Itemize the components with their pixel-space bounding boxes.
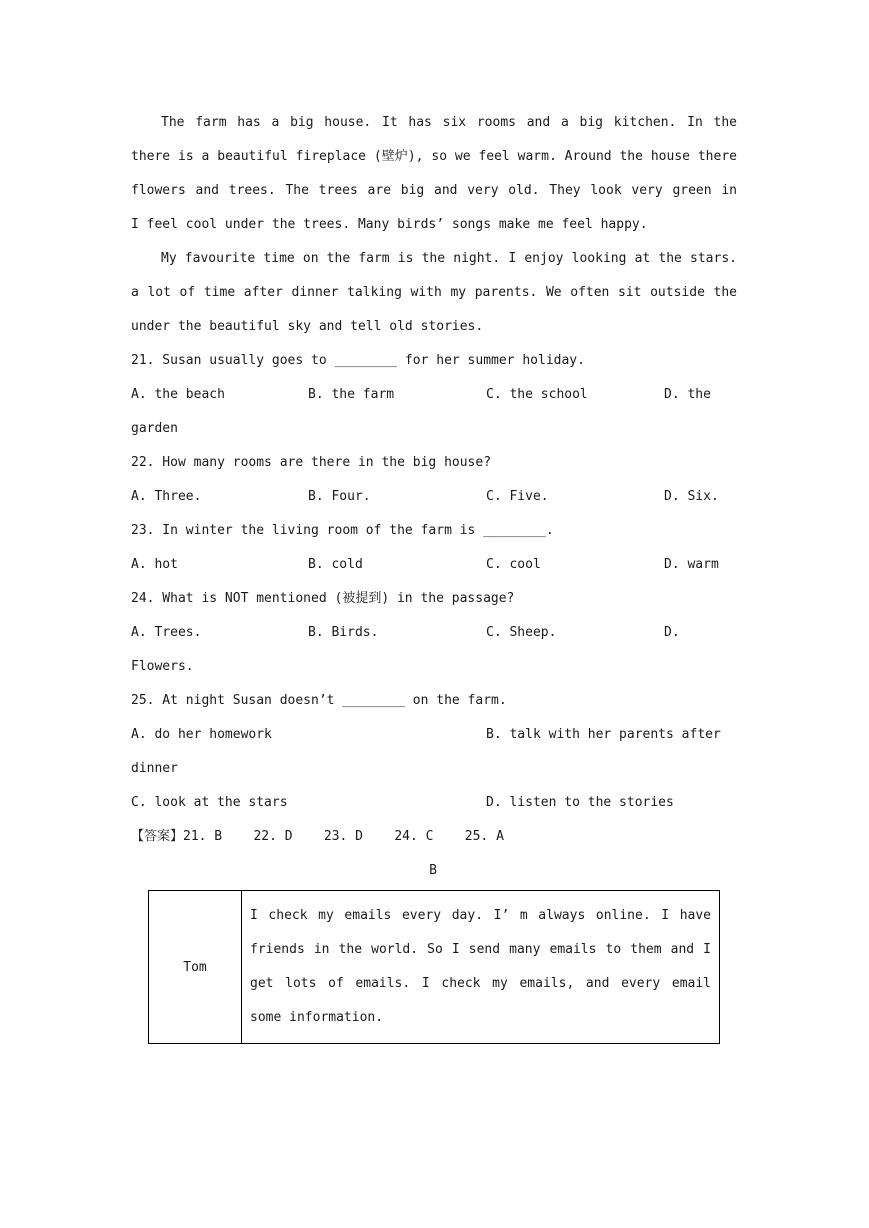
option-d: D. warm <box>664 557 719 572</box>
description-line: get lots of emails. I check my emails, and every email <box>250 976 711 991</box>
answer-key: 【答案】21. B 22. D 23. D 24. C 25. A <box>131 829 504 844</box>
option-c: C. look at the stars <box>131 795 288 810</box>
option-d: D. Six. <box>664 489 719 504</box>
option-d: D. the <box>664 387 711 402</box>
option-d: D. listen to the stories <box>486 795 674 810</box>
section-b-title: B <box>429 863 437 878</box>
option-c: C. cool <box>486 557 541 572</box>
options-row <box>131 616 737 650</box>
question-22 <box>131 446 737 514</box>
question-stem: 21. Susan usually goes to ________ for her summer holiday. <box>131 353 585 368</box>
option-b: B. the farm <box>308 387 395 402</box>
passage-line: My favourite time on the farm is the night. I enjoy looking at the stars. <box>161 251 737 266</box>
option-a: A. do her homework <box>131 727 272 742</box>
passage-paragraph-2 <box>131 242 737 344</box>
option-a: A. the beach <box>131 387 225 402</box>
question-stem: 24. What is NOT mentioned (被提到) in the passage? <box>131 591 515 606</box>
option-a: A. Three. <box>131 489 202 504</box>
option-wrap: dinner <box>131 761 178 776</box>
question-24 <box>131 582 737 684</box>
person-name: Tom <box>149 891 242 1044</box>
question-stem: 23. In winter the living room of the farm is ________. <box>131 523 554 538</box>
person-description <box>242 891 720 1044</box>
question-stem: 22. How many rooms are there in the big house? <box>131 455 492 470</box>
question-stem: 25. At night Susan doesn’t ________ on the farm. <box>131 693 507 708</box>
options-row <box>131 548 737 582</box>
passage-line: I feel cool under the trees. Many birds’ songs make me feel happy. <box>131 217 648 232</box>
option-wrap: Flowers. <box>131 659 194 674</box>
passage-line: under the beautiful sky and tell old stories. <box>131 319 484 334</box>
table-row <box>149 891 720 1044</box>
option-c: C. Sheep. <box>486 625 557 640</box>
description-line: I check my emails every day. I’ m always online. I have <box>250 908 711 923</box>
question-23 <box>131 514 737 582</box>
options-row <box>131 786 737 820</box>
option-b: B. cold <box>308 557 363 572</box>
option-a: A. Trees. <box>131 625 202 640</box>
question-21 <box>131 344 737 446</box>
options-row <box>131 718 737 752</box>
description-line: some information. <box>250 1010 384 1025</box>
question-25 <box>131 684 737 820</box>
option-a: A. hot <box>131 557 178 572</box>
options-row <box>131 378 737 412</box>
passage-line: flowers and trees. The trees are big and very old. They look very green in <box>131 183 737 198</box>
option-b: B. talk with her parents after <box>486 727 721 742</box>
option-d: D. <box>664 625 680 640</box>
option-c: C. the school <box>486 387 588 402</box>
email-table <box>148 890 720 1044</box>
option-wrap: garden <box>131 421 178 436</box>
passage-paragraph-1 <box>131 106 737 242</box>
passage-line: there is a beautiful fireplace (壁炉), so we feel warm. Around the house there <box>131 149 737 164</box>
option-b: B. Birds. <box>308 625 379 640</box>
description-line: friends in the world. So I send many emails to them and I <box>250 942 711 957</box>
reading-section <box>131 106 737 888</box>
options-row <box>131 480 737 514</box>
option-b: B. Four. <box>308 489 371 504</box>
passage-line: a lot of time after dinner talking with my parents. We often sit outside the <box>131 285 737 300</box>
passage-line: The farm has a big house. It has six rooms and a big kitchen. In the <box>161 115 737 130</box>
option-c: C. Five. <box>486 489 549 504</box>
